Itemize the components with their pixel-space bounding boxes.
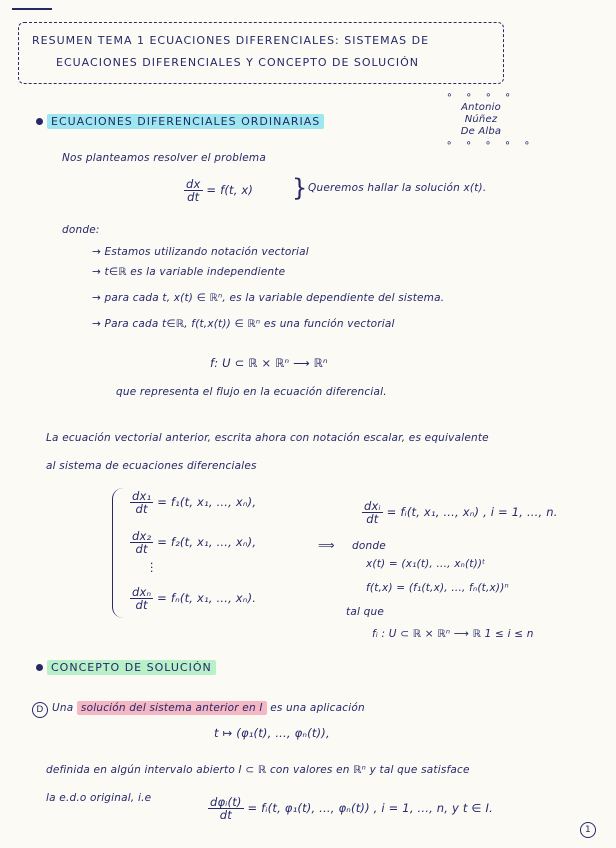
heading-bullet-icon (36, 664, 43, 671)
intro-text: Nos planteamos resolver el problema (62, 152, 266, 164)
definition-marker-icon: D (32, 702, 48, 718)
main-derivative: $\frac{dx}{dt}$ (186, 177, 201, 205)
section-1-heading: ECUACIONES DIFERENCIALES ORDINARIAS (36, 114, 324, 128)
system-eq-2: $\frac{\text{dx₂}}{dt}$ = f₂(t, x₁, ..., xₙ), (132, 529, 257, 557)
title-line-2: ECUACIONES DIFERENCIALES Y CONCEPTO DE SOLUCIÓN (56, 56, 419, 69)
author-dots-top: ∘ ∘ ∘ ∘ (446, 90, 516, 101)
flow-text: que representa el flujo en la ecuación diferencial. (116, 386, 387, 398)
paragraph-line-2: al sistema de ecuaciones diferenciales (46, 460, 257, 472)
function-map: f: U ⊂ ℝ × ℝⁿ ⟶ ℝⁿ (210, 356, 328, 370)
curly-brace-icon: } (292, 174, 308, 202)
system-vdots: ⋮ (146, 560, 158, 574)
definition-line-3: la e.d.o original, i.e (46, 792, 152, 804)
system-eq-n: $\frac{\text{dxₙ}}{dt}$ = fₙ(t, x₁, ..., xₙ). (132, 585, 257, 613)
bullet-item-4: → Para cada t∈ℝ, f(t,x(t)) ∈ ℝⁿ es una función vectorial (92, 318, 395, 330)
paragraph-line-1: La ecuación vectorial anterior, escrita ahora con notación escalar, es equivalente (46, 432, 489, 444)
bullet-item-3: → para cada t, x(t) ∈ ℝⁿ, es la variable dependiente del sistema. (92, 292, 445, 304)
system-brace (112, 488, 123, 618)
page-number: 1 (580, 822, 596, 838)
vector-x: x(t) = (x₁(t), ..., xₙ(t))ᵗ (366, 558, 486, 570)
right-donde: donde (352, 540, 386, 552)
title-frame (18, 22, 504, 84)
vector-f: f(t,x) = (f₁(t,x), ..., fₙ(t,x))ⁿ (366, 582, 509, 594)
author-surname-1: Núñez (464, 114, 498, 125)
author-name: Antonio (461, 102, 501, 113)
solution-map: t ↦ (φ₁(t), ..., φₙ(t)), (214, 726, 330, 740)
definition-line-1: Una solución del sistema anterior en I es una aplicación (52, 702, 365, 714)
system-eq-1: $\frac{\text{dx₁}}{dt}$ = f₁(t, x₁, ..., xₙ), (132, 489, 257, 517)
component-map: fᵢ : U ⊂ ℝ × ℝⁿ ⟶ ℝ 1 ≤ i ≤ n (372, 628, 534, 640)
author-block (446, 90, 536, 150)
title-line-1: RESUMEN TEMA 1 ECUACIONES DIFERENCIALES: SISTEMAS DE (32, 34, 430, 47)
heading-bullet-icon (36, 118, 43, 125)
solution-equation: $\frac{\text{dφᵢ(t)}}{dt}$ = fᵢ(t, φ₁(t), ..., φₙ(t)) , i = 1, ..., n, y t ∈ I. (210, 795, 493, 823)
bullet-item-2: → t∈ℝ es la variable independiente (92, 266, 286, 278)
main-equation (184, 178, 253, 203)
donde-label: donde: (62, 224, 100, 236)
main-equation-rhs: = f(t, x) (206, 183, 254, 198)
author-surname-2: De Alba (460, 126, 502, 137)
top-rule (12, 8, 52, 10)
implies-arrow-icon: ⟹ (318, 538, 335, 552)
tal-que: tal que (346, 606, 384, 618)
author-dots-bottom: ∘ ∘ ∘ ∘ ∘ (446, 138, 536, 149)
scalar-equation: $\frac{\text{dxᵢ}}{dt}$ = fᵢ(t, x₁, ..., xₙ) , i = 1, ..., n. (364, 499, 558, 527)
bullet-item-1: → Estamos utilizando notación vectorial (92, 246, 309, 258)
section-2-heading: CONCEPTO DE SOLUCIÓN (36, 660, 216, 674)
equation-note: Queremos hallar la solución x(t). (308, 182, 487, 194)
definition-line-2: definida en algún intervalo abierto I ⊂ ℝ con valores en ℝⁿ y tal que satisface (46, 764, 470, 776)
